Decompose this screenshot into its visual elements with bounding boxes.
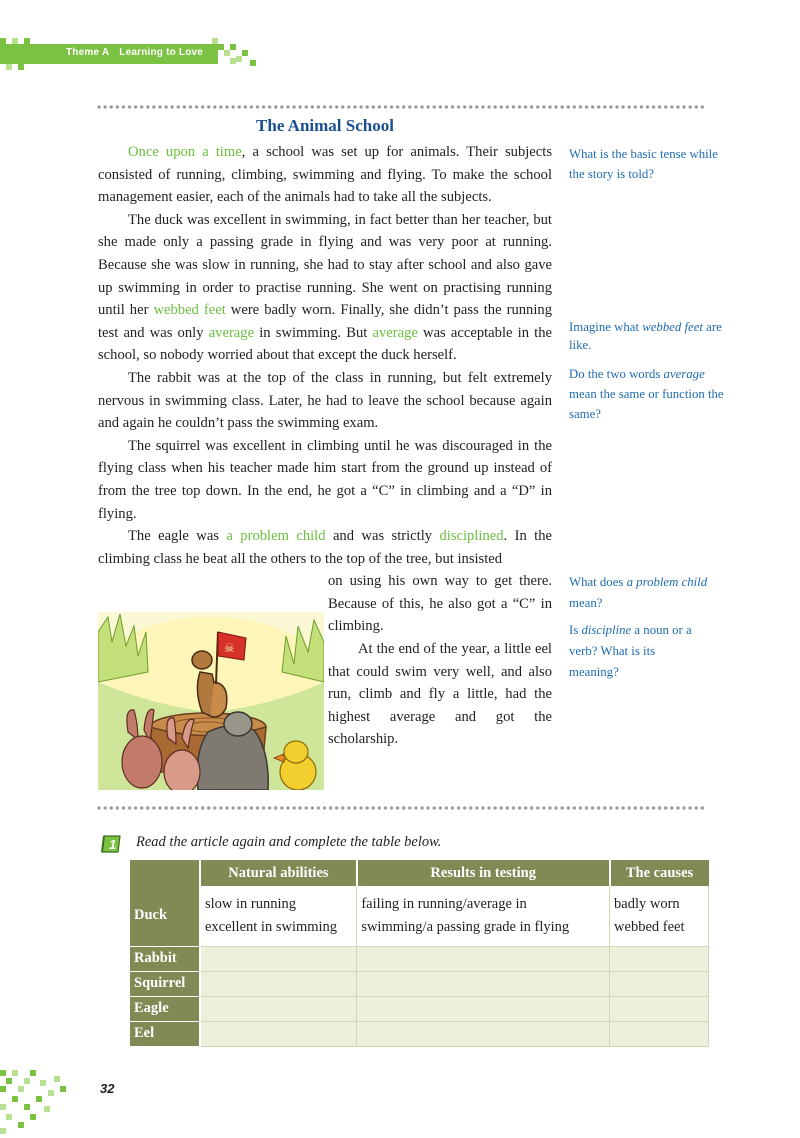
answer-cell[interactable]	[610, 946, 709, 971]
margin-note-discipline: Is discipline a noun or a verb? What is its meaning?	[569, 623, 692, 679]
table-row	[130, 971, 709, 996]
top-dotted-divider	[96, 104, 704, 110]
row-label-rabbit: Rabbit	[130, 946, 200, 971]
row-label-duck: Duck	[130, 886, 200, 946]
table-header-row	[130, 860, 709, 886]
highlight-once-upon-a-time: Once upon a time	[128, 144, 242, 160]
answer-cell[interactable]	[357, 1021, 610, 1046]
duck-results-cell: failing in running/average in swimming/a passing grade in flying	[357, 886, 610, 946]
highlight-disciplined: disciplined	[439, 528, 504, 545]
paragraph-6: At the end of the year, a little eel that could swim very well, and also run, climb and fly a little, had the highest average and got the scholarship.	[328, 641, 552, 748]
table-header-abilities: Natural abilities	[200, 860, 357, 886]
answer-cell[interactable]	[610, 971, 709, 996]
table-row	[130, 946, 709, 971]
table-header-results: Results in testing	[357, 860, 610, 886]
story-title: The Animal School	[256, 116, 394, 135]
duck-abilities-cell: slow in running excellent in swimming	[200, 886, 357, 946]
animal-school-illustration	[98, 612, 324, 790]
answer-cell[interactable]	[357, 971, 610, 996]
margin-note-problem-child: What does a problem child mean?	[569, 575, 708, 610]
paragraph-2: The duck was excellent in swimming, in fact better than her teacher, but she made only a passing grade in flying and was very poor at running. Because she was slow in running, she had to stay after school and also gave up swimming in order to practise running. She went on practising running until her webbed feet were badly worn. Finally, she didn’t pass the running test and was only average in swimming. But average was acceptable in the school, so nobody worried about that except the duck herself.	[98, 211, 553, 364]
margin-note-tense: What is the basic tense while the story is told?	[569, 147, 718, 181]
paragraph-3: The rabbit was at the top of the class in running, but felt extremely nervous in swimming class. Later, he had to leave the school because again and again he couldn’t pass the swimming exam.	[98, 369, 552, 432]
table-row	[130, 1021, 709, 1046]
paragraph-1: Once upon a time, a school was set up for animals. Their subjects consisted of running, climbing, swimming and flying. To make the school management easier, each of the animals had to take all the subjects.	[98, 144, 552, 206]
answer-cell[interactable]	[357, 946, 610, 971]
duck-causes-cell: badly worn webbed feet	[610, 886, 709, 946]
exercise-number: 1	[109, 837, 117, 852]
answer-cell[interactable]	[200, 971, 357, 996]
answer-cell[interactable]	[200, 946, 357, 971]
table-row	[130, 886, 709, 946]
highlight-average: average	[208, 324, 255, 341]
header-section: Learning to Love	[119, 47, 204, 58]
margin-note-average: Do the two words average mean the same or function the same?	[569, 367, 724, 421]
exercise-number-badge	[100, 834, 122, 854]
header-label	[66, 47, 203, 58]
header-theme: Theme A	[66, 47, 110, 58]
paragraph-5: The eagle was a problem child and was strictly disciplined. In the climbing class he beat all the others to the top of the tree, but insisted	[98, 528, 552, 567]
svg-text:☠: ☠	[224, 641, 235, 655]
answer-cell[interactable]	[610, 1021, 709, 1046]
table-header-causes: The causes	[610, 860, 709, 886]
highlight-problem-child: a problem child	[226, 528, 326, 545]
text-beside-illustration	[328, 570, 552, 751]
answer-cell[interactable]	[200, 1021, 357, 1046]
row-label-squirrel: Squirrel	[130, 971, 200, 996]
answer-cell[interactable]	[610, 996, 709, 1021]
margin-note-webbed-feet: Imagine what webbed feet are like.	[569, 320, 722, 352]
exercise-instruction: Read the article again and complete the table below.	[136, 834, 442, 850]
page-number: 32	[100, 1081, 115, 1096]
highlight-webbed-feet: webbed feet	[153, 302, 226, 319]
bottom-dotted-divider	[96, 805, 704, 811]
answer-cell[interactable]	[357, 996, 610, 1021]
paragraph-5-cont: on using his own way to get there. Because of this, he also got a “C” in climbing.	[328, 573, 552, 635]
paragraph-4: The squirrel was excellent in climbing until he was discouraged in the flying class when his teacher made him start from the ground up instead of from the tree top down. In the end, he got a “C” in climbing and a “D” in flying.	[98, 437, 552, 522]
row-label-eagle: Eagle	[130, 996, 200, 1021]
results-table	[130, 860, 709, 1047]
table-header-blank	[130, 860, 200, 886]
answer-cell[interactable]	[200, 996, 357, 1021]
table-row	[130, 996, 709, 1021]
highlight-average-2: average	[372, 324, 418, 341]
row-label-eel: Eel	[130, 1021, 200, 1046]
